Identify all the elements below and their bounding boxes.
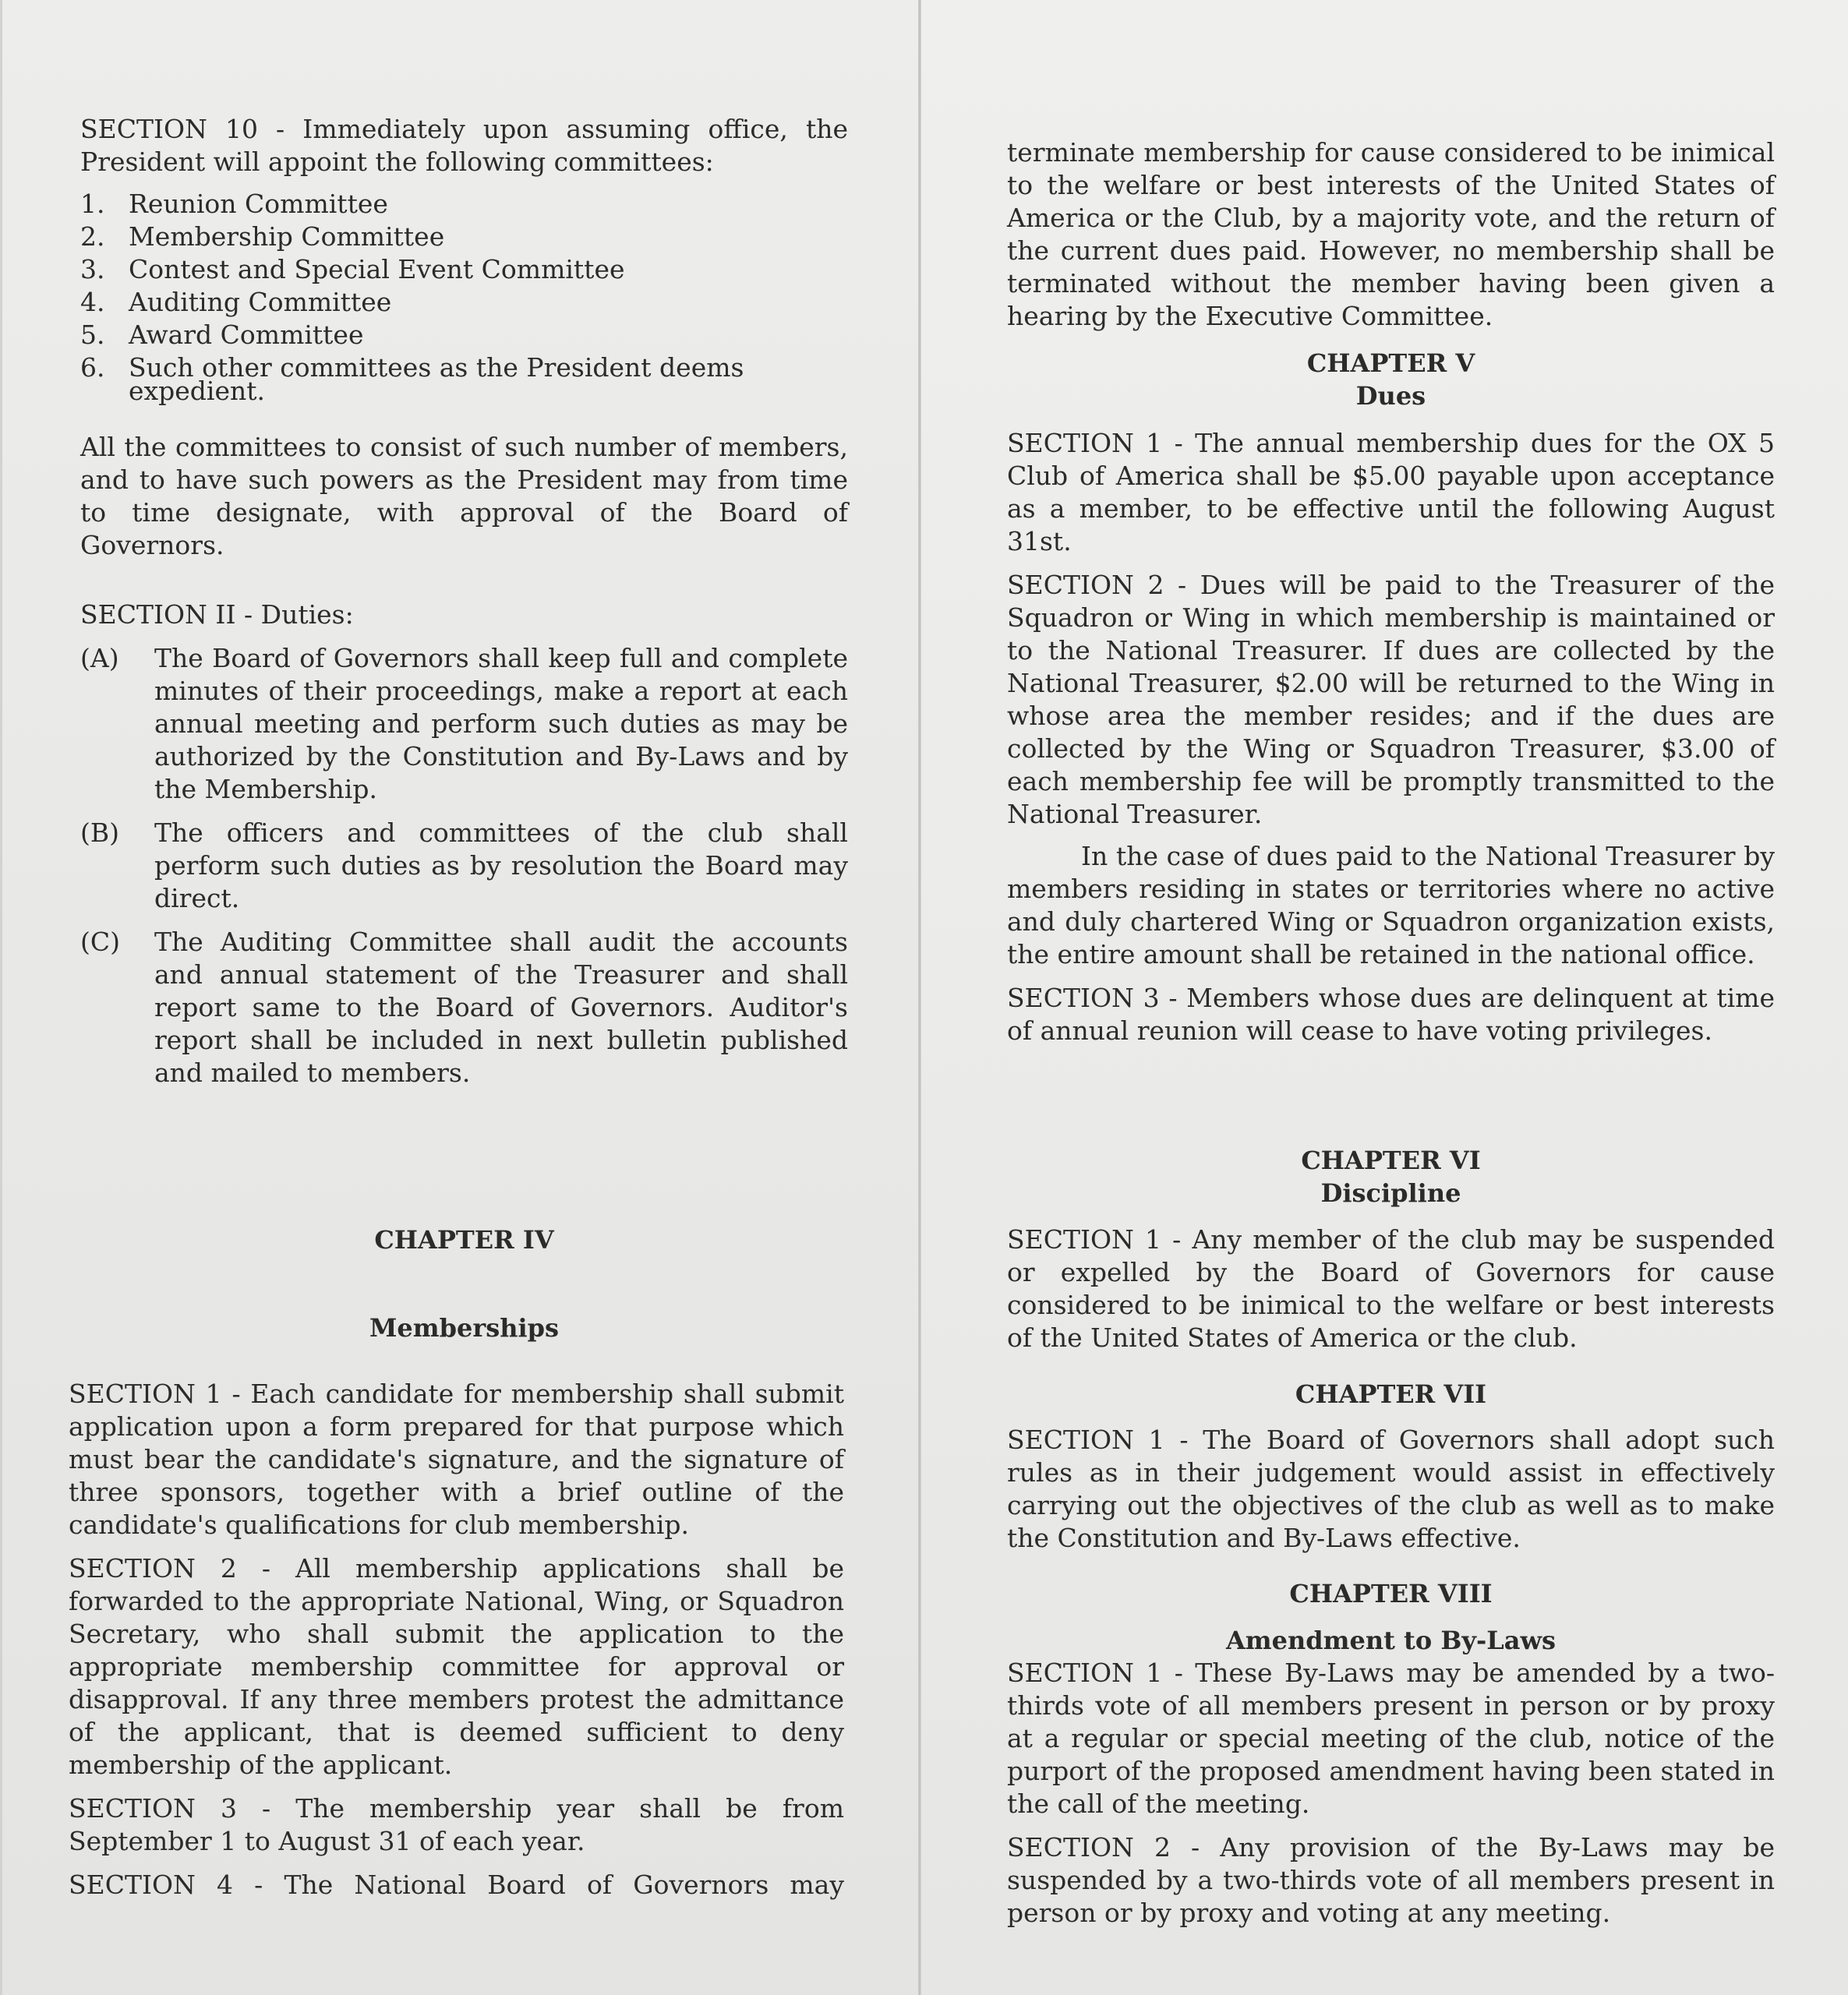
chapter-6-section-1: SECTION 1 - Any member of the club may be suspended or expelled by the Board of Governors for cause considered to be inimical to the welfare or best interests of the United States of America or the club.	[1007, 1224, 1775, 1353]
membership-termination-continuation: terminate membership for cause considered to be inimical to the welfare or best interests of the United States of America or the Club, by a majority vote, and the return of the current dues paid. However, no membership shall be terminated without the member having been given a hearing by the Executive Committee.	[1007, 137, 1775, 331]
chapter-5-section-3: SECTION 3 - Members whose dues are delinquent at time of annual reunion will cease to have voting privileges.	[1007, 983, 1775, 1046]
chapter-5-title: CHAPTER V	[1306, 348, 1475, 378]
chapter-4-section-3: SECTION 3 - The membership year shall be from September 1 to August 31 of each year.	[69, 1793, 844, 1856]
section-10	[80, 113, 848, 406]
chapter-4-title: CHAPTER IV	[374, 1225, 554, 1255]
chapter-8-subtitle: Amendment to By-Laws	[1225, 1626, 1556, 1655]
duty-item: (C) The Auditing Committee shall audit the accounts and annual statement of the Treasurer and shall report same to the Board of Governors. Auditor's report shall be included in next bulletin published and mailed to members.	[80, 927, 848, 1088]
committee-item: 5. Award Committee	[80, 320, 364, 350]
duty-item: (A) The Board of Governors shall keep full and complete minutes of their proceedings, make a report at each annual meeting and perform such duties as may be authorized by the Constitution and By-Laws and by the Membership.	[80, 643, 848, 804]
chapter-8-section-1: SECTION 1 - These By-Laws may be amended by a two-thirds vote of all members present in person or by proxy at a regular or special meeting of the club, notice of the purport of the proposed amendment having been stated in the call of the meeting.	[1007, 1658, 1775, 1819]
section-11-heading: SECTION II - Duties:	[80, 599, 354, 630]
chapter-7-title: CHAPTER VII	[1295, 1379, 1487, 1409]
chapter-8-title: CHAPTER VIII	[1289, 1579, 1493, 1608]
chapter-4-section-2: SECTION 2 - All membership applications shall be forwarded to the appropriate National, Wing, or Squadron Secretary, who shall submit the application to the appropriate membership committee for approval or disapproval. If any three members protest the admittance of the applicant, that is deemed sufficient to deny membership of the applicant.	[69, 1553, 844, 1780]
committee-item: 4. Auditing Committee	[80, 287, 392, 317]
chapter-5-section-2-para-2: In the case of dues paid to the National Treasurer by members residing in states or territories where no active and duly chartered Wing or Squadron organization exists, the entire amount shall be retained in the national office.	[1007, 841, 1775, 969]
section-10-intro: SECTION 10 - Immediately upon assuming office, the President will appoint the following committees:	[80, 114, 848, 177]
chapter-7-section-1: SECTION 1 - The Board of Governors shall adopt such rules as in their judgement would assist in effectively carrying out the objectives of the club as well as to make the Constitution and By-Laws effective.	[1007, 1425, 1775, 1553]
chapter-4-sections	[69, 1378, 844, 1901]
chapter-5-sections	[1007, 427, 1775, 1047]
duty-item: (B) The officers and committees of the club shall perform such duties as by resolution the Board may direct.	[80, 817, 848, 913]
chapter-4-section-1: SECTION 1 - Each candidate for membership shall submit application upon a form prepared for that purpose which must bear the candidate's signature, and the signature of three sponsors, together with a brief outline of the candidate's qualifications for club membership.	[69, 1379, 844, 1540]
committee-item: 3. Contest and Special Event Committee	[80, 254, 625, 284]
chapter-8-section-2: SECTION 2 - Any provision of the By-Laws may be suspended by a two-thirds vote of all members present in person or by proxy and voting at any meeting.	[1007, 1832, 1775, 1928]
chapter-5-section-2: SECTION 2 - Dues will be paid to the Treasurer of the Squadron or Wing in which membership is maintained or to the National Treasurer. If dues are collected by the National Treasurer, $2.00 will be returned to the Wing in whose area the member resides; and if the dues are collected by the Wing or Squadron Treasurer, $3.00 of each membership fee will be promptly transmitted to the National Treasurer.	[1007, 570, 1775, 829]
committee-item: 2. Membership Committee	[80, 221, 445, 252]
chapter-6-title: CHAPTER VI	[1301, 1146, 1481, 1175]
committee-item: 1. Reunion Committee	[80, 189, 388, 219]
section-11	[80, 598, 848, 1089]
left-page	[0, 0, 918, 1995]
committees-closing: All the committees to consist of such number of members, and to have such powers as the President may from time to time designate, with approval of the Board of Governors.	[80, 432, 848, 560]
chapter-4-subtitle: Memberships	[369, 1313, 560, 1343]
chapter-8-sections	[1007, 1657, 1775, 1930]
chapter-6-subtitle: Discipline	[1320, 1178, 1461, 1208]
committee-item: 6. Such other committees as the President deems expedient.	[80, 352, 744, 406]
chapter-5-section-1: SECTION 1 - The annual membership dues for the OX 5 Club of America shall be $5.00 payable upon acceptance as a member, to be effective until the following August 31st.	[1007, 428, 1775, 556]
chapter-4-section-4: SECTION 4 - The National Board of Governors may	[69, 1870, 844, 1900]
committee-list	[80, 188, 848, 406]
chapter-5-subtitle: Dues	[1355, 381, 1426, 411]
right-page	[921, 0, 1848, 1995]
